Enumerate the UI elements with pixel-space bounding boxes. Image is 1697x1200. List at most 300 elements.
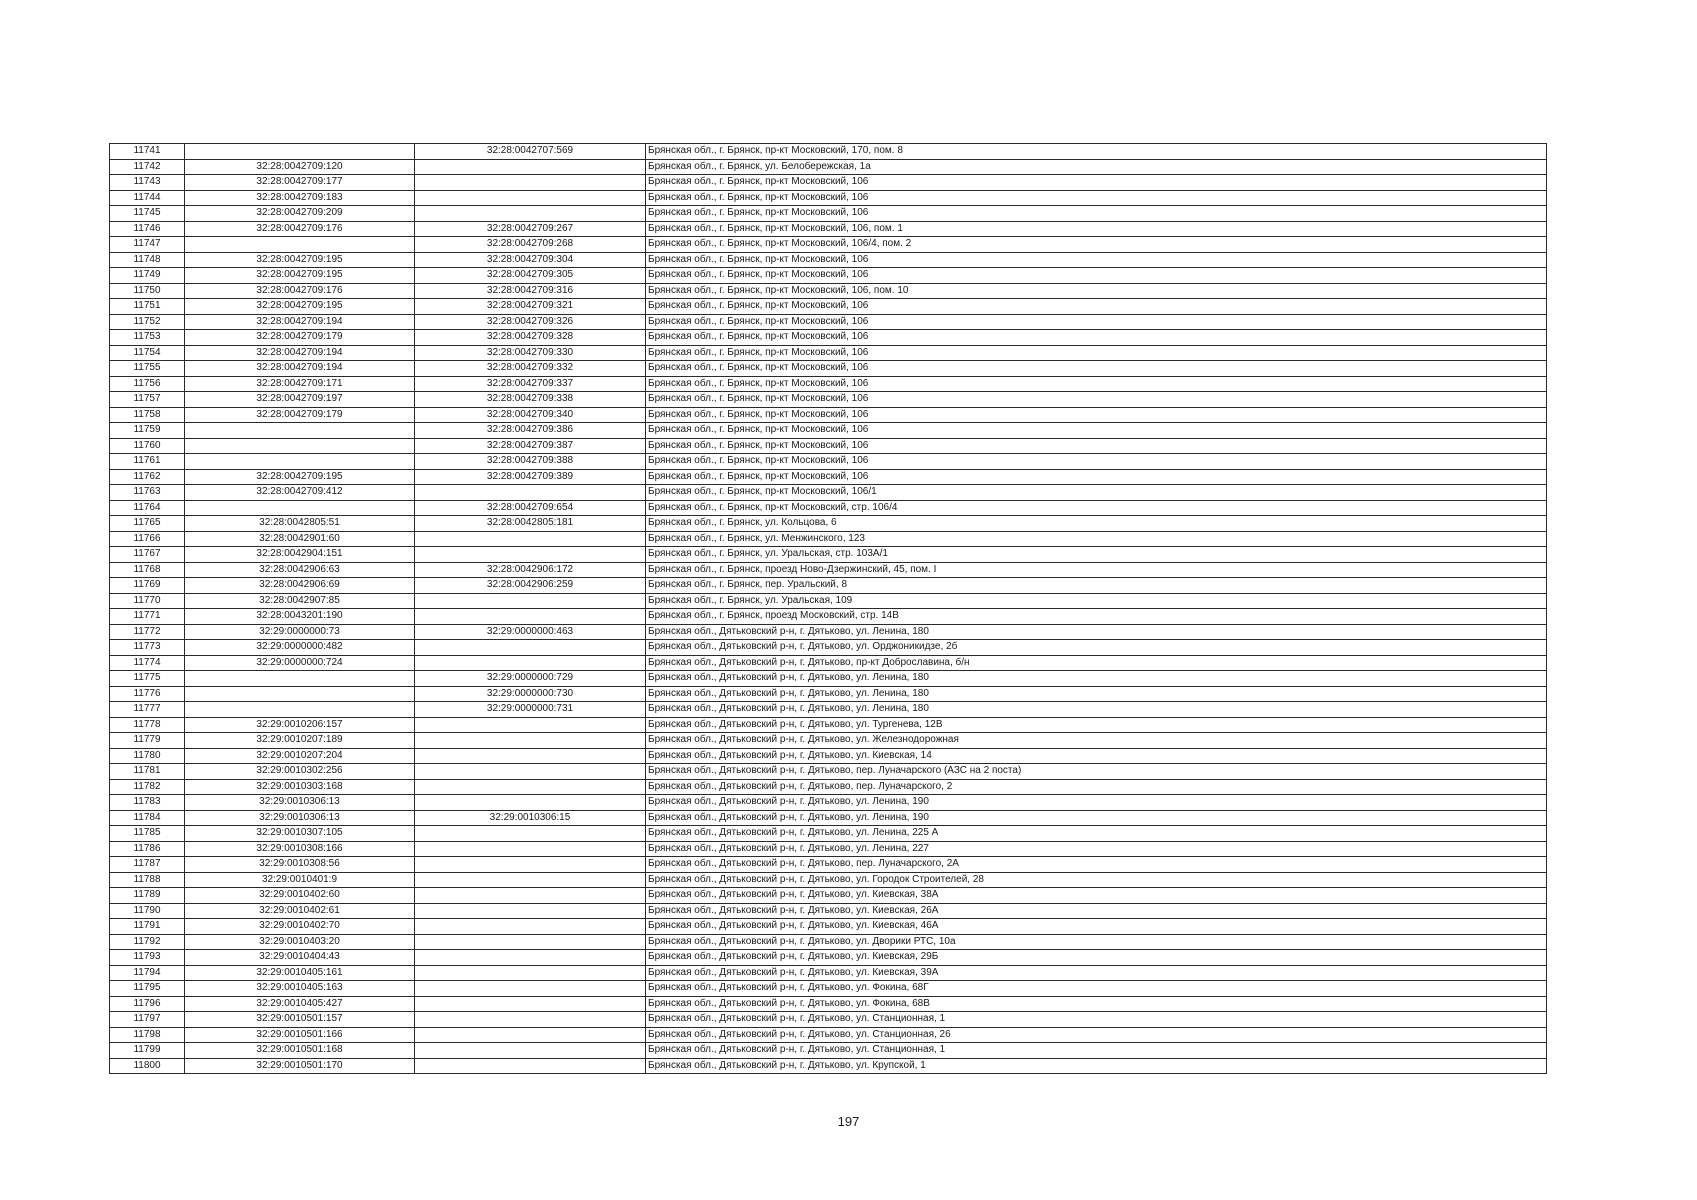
- table-row: [110, 237, 1547, 253]
- object-number-cell: [415, 1058, 646, 1074]
- row-number-cell: 11745: [110, 206, 185, 222]
- address-cell: Брянская обл., г. Брянск, ул. Кольцова, 6: [646, 516, 1547, 532]
- table-body: [110, 144, 1547, 1074]
- row-number-cell: 11755: [110, 361, 185, 377]
- parcel-number-cell: 32:28:0042709:120: [185, 159, 415, 175]
- address-cell: Брянская обл., Дятьковский р-н, г. Дятьково, ул. Киевская, 14: [646, 748, 1547, 764]
- address-cell: Брянская обл., Дятьковский р-н, г. Дятьково, ул. Ленина, 180: [646, 686, 1547, 702]
- table-row: [110, 919, 1547, 935]
- row-number-cell: 11785: [110, 826, 185, 842]
- parcel-number-cell: 32:29:0010402:70: [185, 919, 415, 935]
- row-number-cell: 11763: [110, 485, 185, 501]
- row-number-cell: 11774: [110, 655, 185, 671]
- table-row: [110, 485, 1547, 501]
- address-cell: Брянская обл., г. Брянск, ул. Уральская, стр. 103А/1: [646, 547, 1547, 563]
- table-row: [110, 795, 1547, 811]
- address-cell: Брянская обл., Дятьковский р-н, г. Дятьково, ул. Крупской, 1: [646, 1058, 1547, 1074]
- table-row: [110, 903, 1547, 919]
- address-cell: Брянская обл., г. Брянск, пер. Уральский, 8: [646, 578, 1547, 594]
- object-number-cell: 32:28:0042709:316: [415, 283, 646, 299]
- parcel-number-cell: 32:29:0010306:13: [185, 795, 415, 811]
- object-number-cell: [415, 175, 646, 191]
- table-row: [110, 376, 1547, 392]
- object-number-cell: [415, 934, 646, 950]
- address-cell: Брянская обл., Дятьковский р-н, г. Дятьково, пер. Луначарского, 2А: [646, 857, 1547, 873]
- object-number-cell: 32:28:0042709:338: [415, 392, 646, 408]
- address-cell: Брянская обл., Дятьковский р-н, г. Дятьково, пер. Луначарского, 2: [646, 779, 1547, 795]
- object-number-cell: [415, 950, 646, 966]
- parcel-number-cell: [185, 702, 415, 718]
- object-number-cell: [415, 547, 646, 563]
- row-number-cell: 11746: [110, 221, 185, 237]
- row-number-cell: 11775: [110, 671, 185, 687]
- row-number-cell: 11782: [110, 779, 185, 795]
- table-row: [110, 748, 1547, 764]
- table-row: [110, 252, 1547, 268]
- table-row: [110, 934, 1547, 950]
- parcel-number-cell: 32:28:0042709:209: [185, 206, 415, 222]
- address-cell: Брянская обл., Дятьковский р-н, г. Дятьково, пр-кт Доброславина, б/н: [646, 655, 1547, 671]
- row-number-cell: 11772: [110, 624, 185, 640]
- row-number-cell: 11798: [110, 1027, 185, 1043]
- object-number-cell: 32:28:0042709:304: [415, 252, 646, 268]
- object-number-cell: 32:28:0042709:337: [415, 376, 646, 392]
- table-row: [110, 159, 1547, 175]
- row-number-cell: 11750: [110, 283, 185, 299]
- object-number-cell: 32:28:0042709:268: [415, 237, 646, 253]
- parcel-number-cell: 32:28:0042709:177: [185, 175, 415, 191]
- address-cell: Брянская обл., г. Брянск, пр-кт Московский, 170, пом. 8: [646, 144, 1547, 160]
- table-row: [110, 516, 1547, 532]
- table-row: [110, 299, 1547, 315]
- table-row: [110, 221, 1547, 237]
- row-number-cell: 11769: [110, 578, 185, 594]
- parcel-number-cell: [185, 454, 415, 470]
- row-number-cell: 11766: [110, 531, 185, 547]
- table-row: [110, 733, 1547, 749]
- object-number-cell: 32:28:0042906:172: [415, 562, 646, 578]
- address-cell: Брянская обл., Дятьковский р-н, г. Дятьково, ул. Ленина, 227: [646, 841, 1547, 857]
- address-cell: Брянская обл., Дятьковский р-н, г. Дятьково, ул. Киевская, 38А: [646, 888, 1547, 904]
- parcel-number-cell: 32:28:0042805:51: [185, 516, 415, 532]
- parcel-number-cell: 32:28:0042907:85: [185, 593, 415, 609]
- object-number-cell: [415, 888, 646, 904]
- table-row: [110, 857, 1547, 873]
- object-number-cell: 32:28:0042805:181: [415, 516, 646, 532]
- parcel-number-cell: 32:28:0042709:195: [185, 252, 415, 268]
- address-cell: Брянская обл., Дятьковский р-н, г. Дятьково, ул. Фокина, 68В: [646, 996, 1547, 1012]
- address-cell: Брянская обл., г. Брянск, пр-кт Московский, 106: [646, 438, 1547, 454]
- object-number-cell: [415, 609, 646, 625]
- table-row: [110, 500, 1547, 516]
- address-cell: Брянская обл., Дятьковский р-н, г. Дятьково, ул. Ленина, 190: [646, 810, 1547, 826]
- parcel-number-cell: 32:29:0010302:256: [185, 764, 415, 780]
- address-cell: Брянская обл., Дятьковский р-н, г. Дятьково, ул. Дворики РТС, 10а: [646, 934, 1547, 950]
- address-cell: Брянская обл., Дятьковский р-н, г. Дятьково, ул. Ленина, 180: [646, 624, 1547, 640]
- row-number-cell: 11781: [110, 764, 185, 780]
- table-row: [110, 950, 1547, 966]
- row-number-cell: 11786: [110, 841, 185, 857]
- table-row: [110, 640, 1547, 656]
- object-number-cell: [415, 1027, 646, 1043]
- address-cell: Брянская обл., г. Брянск, пр-кт Московский, 106: [646, 206, 1547, 222]
- object-number-cell: [415, 996, 646, 1012]
- parcel-number-cell: 32:29:0010207:204: [185, 748, 415, 764]
- parcel-number-cell: 32:29:0010405:427: [185, 996, 415, 1012]
- row-number-cell: 11791: [110, 919, 185, 935]
- table-row: [110, 702, 1547, 718]
- object-number-cell: [415, 593, 646, 609]
- row-number-cell: 11743: [110, 175, 185, 191]
- row-number-cell: 11747: [110, 237, 185, 253]
- table-row: [110, 190, 1547, 206]
- object-number-cell: [415, 872, 646, 888]
- row-number-cell: 11754: [110, 345, 185, 361]
- row-number-cell: 11765: [110, 516, 185, 532]
- row-number-cell: 11792: [110, 934, 185, 950]
- object-number-cell: [415, 826, 646, 842]
- address-cell: Брянская обл., Дятьковский р-н, г. Дятьково, ул. Ленина, 180: [646, 671, 1547, 687]
- object-number-cell: 32:28:0042709:332: [415, 361, 646, 377]
- object-number-cell: [415, 965, 646, 981]
- row-number-cell: 11770: [110, 593, 185, 609]
- parcel-number-cell: 32:28:0042709:171: [185, 376, 415, 392]
- row-number-cell: 11764: [110, 500, 185, 516]
- table-row: [110, 283, 1547, 299]
- parcel-number-cell: [185, 671, 415, 687]
- address-cell: Брянская обл., Дятьковский р-н, г. Дятьково, ул. Фокина, 68Г: [646, 981, 1547, 997]
- parcel-number-cell: 32:28:0043201:190: [185, 609, 415, 625]
- table-row: [110, 717, 1547, 733]
- row-number-cell: 11759: [110, 423, 185, 439]
- parcel-number-cell: 32:29:0010501:170: [185, 1058, 415, 1074]
- row-number-cell: 11761: [110, 454, 185, 470]
- address-cell: Брянская обл., Дятьковский р-н, г. Дятьково, ул. Ленина, 180: [646, 702, 1547, 718]
- parcel-number-cell: 32:29:0010501:166: [185, 1027, 415, 1043]
- address-cell: Брянская обл., г. Брянск, проезд Московский, стр. 14В: [646, 609, 1547, 625]
- address-cell: Брянская обл., г. Брянск, пр-кт Московский, 106: [646, 314, 1547, 330]
- object-number-cell: [415, 655, 646, 671]
- address-cell: Брянская обл., Дятьковский р-н, г. Дятьково, пер. Луначарского (АЗС на 2 поста): [646, 764, 1547, 780]
- row-number-cell: 11789: [110, 888, 185, 904]
- parcel-number-cell: [185, 686, 415, 702]
- row-number-cell: 11751: [110, 299, 185, 315]
- table-row: [110, 841, 1547, 857]
- table-row: [110, 454, 1547, 470]
- table-row: [110, 423, 1547, 439]
- parcel-number-cell: 32:28:0042709:195: [185, 299, 415, 315]
- object-number-cell: [415, 857, 646, 873]
- table-row: [110, 686, 1547, 702]
- object-number-cell: 32:28:0042709:321: [415, 299, 646, 315]
- table-row: [110, 609, 1547, 625]
- object-number-cell: 32:28:0042709:386: [415, 423, 646, 439]
- object-number-cell: 32:29:0000000:730: [415, 686, 646, 702]
- cadastral-table: [109, 143, 1547, 1074]
- object-number-cell: 32:28:0042709:388: [415, 454, 646, 470]
- row-number-cell: 11787: [110, 857, 185, 873]
- table-row: [110, 469, 1547, 485]
- parcel-number-cell: [185, 438, 415, 454]
- row-number-cell: 11790: [110, 903, 185, 919]
- address-cell: Брянская обл., г. Брянск, пр-кт Московский, 106: [646, 190, 1547, 206]
- object-number-cell: [415, 485, 646, 501]
- parcel-number-cell: 32:29:0010306:13: [185, 810, 415, 826]
- table-row: [110, 562, 1547, 578]
- table-row: [110, 981, 1547, 997]
- parcel-number-cell: 32:28:0042709:176: [185, 283, 415, 299]
- table-row: [110, 779, 1547, 795]
- table-row: [110, 1027, 1547, 1043]
- object-number-cell: 32:28:0042906:259: [415, 578, 646, 594]
- parcel-number-cell: 32:28:0042709:179: [185, 407, 415, 423]
- object-number-cell: [415, 159, 646, 175]
- table-row: [110, 314, 1547, 330]
- object-number-cell: 32:28:0042709:328: [415, 330, 646, 346]
- table-row: [110, 872, 1547, 888]
- table-row: [110, 764, 1547, 780]
- object-number-cell: 32:28:0042707:569: [415, 144, 646, 160]
- table-row: [110, 361, 1547, 377]
- row-number-cell: 11797: [110, 1012, 185, 1028]
- parcel-number-cell: 32:29:0010207:189: [185, 733, 415, 749]
- object-number-cell: [415, 190, 646, 206]
- parcel-number-cell: 32:29:0010403:20: [185, 934, 415, 950]
- address-cell: Брянская обл., г. Брянск, пр-кт Московский, 106/1: [646, 485, 1547, 501]
- parcel-number-cell: [185, 423, 415, 439]
- row-number-cell: 11767: [110, 547, 185, 563]
- row-number-cell: 11793: [110, 950, 185, 966]
- address-cell: Брянская обл., г. Брянск, пр-кт Московский, 106: [646, 345, 1547, 361]
- table-row: [110, 531, 1547, 547]
- parcel-number-cell: 32:28:0042709:179: [185, 330, 415, 346]
- parcel-number-cell: 32:28:0042709:412: [185, 485, 415, 501]
- address-cell: Брянская обл., Дятьковский р-н, г. Дятьково, ул. Орджоникидзе, 2б: [646, 640, 1547, 656]
- parcel-number-cell: 32:28:0042906:69: [185, 578, 415, 594]
- object-number-cell: [415, 640, 646, 656]
- row-number-cell: 11757: [110, 392, 185, 408]
- address-cell: Брянская обл., Дятьковский р-н, г. Дятьково, ул. Киевская, 39А: [646, 965, 1547, 981]
- object-number-cell: 32:28:0042709:330: [415, 345, 646, 361]
- row-number-cell: 11762: [110, 469, 185, 485]
- row-number-cell: 11783: [110, 795, 185, 811]
- parcel-number-cell: 32:28:0042709:183: [185, 190, 415, 206]
- object-number-cell: [415, 733, 646, 749]
- row-number-cell: 11771: [110, 609, 185, 625]
- object-number-cell: 32:29:0000000:731: [415, 702, 646, 718]
- parcel-number-cell: 32:28:0042901:60: [185, 531, 415, 547]
- address-cell: Брянская обл., Дятьковский р-н, г. Дятьково, ул. Городок Строителей, 28: [646, 872, 1547, 888]
- table-row: [110, 407, 1547, 423]
- parcel-number-cell: 32:29:0010404:43: [185, 950, 415, 966]
- table-row: [110, 1043, 1547, 1059]
- address-cell: Брянская обл., Дятьковский р-н, г. Дятьково, ул. Станционная, 1: [646, 1012, 1547, 1028]
- row-number-cell: 11794: [110, 965, 185, 981]
- object-number-cell: 32:28:0042709:340: [415, 407, 646, 423]
- address-cell: Брянская обл., г. Брянск, пр-кт Московский, 106/4, пом. 2: [646, 237, 1547, 253]
- parcel-number-cell: 32:29:0000000:73: [185, 624, 415, 640]
- address-cell: Брянская обл., г. Брянск, пр-кт Московский, 106: [646, 175, 1547, 191]
- row-number-cell: 11776: [110, 686, 185, 702]
- address-cell: Брянская обл., г. Брянск, ул. Уральская, 109: [646, 593, 1547, 609]
- table-row: [110, 206, 1547, 222]
- address-cell: Брянская обл., г. Брянск, проезд Ново-Дзержинский, 45, пом. I: [646, 562, 1547, 578]
- row-number-cell: 11795: [110, 981, 185, 997]
- object-number-cell: [415, 748, 646, 764]
- parcel-number-cell: 32:29:0010405:163: [185, 981, 415, 997]
- parcel-number-cell: 32:28:0042709:194: [185, 361, 415, 377]
- row-number-cell: 11748: [110, 252, 185, 268]
- parcel-number-cell: 32:29:0010501:157: [185, 1012, 415, 1028]
- table-row: [110, 1058, 1547, 1074]
- object-number-cell: [415, 1043, 646, 1059]
- table-row: [110, 438, 1547, 454]
- address-cell: Брянская обл., Дятьковский р-н, г. Дятьково, ул. Киевская, 46А: [646, 919, 1547, 935]
- parcel-number-cell: 32:28:0042709:176: [185, 221, 415, 237]
- object-number-cell: [415, 779, 646, 795]
- object-number-cell: [415, 981, 646, 997]
- object-number-cell: 32:28:0042709:267: [415, 221, 646, 237]
- address-cell: Брянская обл., Дятьковский р-н, г. Дятьково, ул. Тургенева, 12В: [646, 717, 1547, 733]
- row-number-cell: 11753: [110, 330, 185, 346]
- address-cell: Брянская обл., г. Брянск, пр-кт Московский, стр. 106/4: [646, 500, 1547, 516]
- parcel-number-cell: 32:29:0010401:9: [185, 872, 415, 888]
- parcel-number-cell: 32:28:0042709:194: [185, 314, 415, 330]
- parcel-number-cell: [185, 237, 415, 253]
- object-number-cell: [415, 717, 646, 733]
- parcel-number-cell: 32:29:0000000:724: [185, 655, 415, 671]
- address-cell: Брянская обл., г. Брянск, пр-кт Московский, 106: [646, 299, 1547, 315]
- row-number-cell: 11760: [110, 438, 185, 454]
- parcel-number-cell: 32:29:0010307:105: [185, 826, 415, 842]
- address-cell: Брянская обл., г. Брянск, пр-кт Московский, 106, пом. 10: [646, 283, 1547, 299]
- table-row: [110, 826, 1547, 842]
- address-cell: Брянская обл., г. Брянск, пр-кт Московский, 106: [646, 376, 1547, 392]
- address-cell: Брянская обл., г. Брянск, пр-кт Московский, 106: [646, 252, 1547, 268]
- table-row: [110, 392, 1547, 408]
- table-row: [110, 671, 1547, 687]
- table-row: [110, 330, 1547, 346]
- address-cell: Брянская обл., г. Брянск, пр-кт Московский, 106: [646, 392, 1547, 408]
- parcel-number-cell: 32:29:0010308:56: [185, 857, 415, 873]
- table-row: [110, 888, 1547, 904]
- object-number-cell: [415, 764, 646, 780]
- object-number-cell: [415, 206, 646, 222]
- table-row: [110, 965, 1547, 981]
- object-number-cell: [415, 531, 646, 547]
- parcel-number-cell: 32:28:0042904:151: [185, 547, 415, 563]
- address-cell: Брянская обл., г. Брянск, пр-кт Московский, 106: [646, 469, 1547, 485]
- address-cell: Брянская обл., г. Брянск, пр-кт Московский, 106: [646, 454, 1547, 470]
- parcel-number-cell: 32:28:0042709:197: [185, 392, 415, 408]
- object-number-cell: [415, 1012, 646, 1028]
- object-number-cell: 32:29:0000000:729: [415, 671, 646, 687]
- row-number-cell: 11777: [110, 702, 185, 718]
- parcel-number-cell: 32:29:0010405:161: [185, 965, 415, 981]
- address-cell: Брянская обл., г. Брянск, пр-кт Московский, 106: [646, 407, 1547, 423]
- object-number-cell: 32:28:0042709:326: [415, 314, 646, 330]
- row-number-cell: 11796: [110, 996, 185, 1012]
- row-number-cell: 11784: [110, 810, 185, 826]
- parcel-number-cell: 32:29:0010501:168: [185, 1043, 415, 1059]
- address-cell: Брянская обл., Дятьковский р-н, г. Дятьково, ул. Станционная, 1: [646, 1043, 1547, 1059]
- row-number-cell: 11773: [110, 640, 185, 656]
- address-cell: Брянская обл., г. Брянск, пр-кт Московский, 106: [646, 268, 1547, 284]
- parcel-number-cell: 32:29:0000000:482: [185, 640, 415, 656]
- address-cell: Брянская обл., г. Брянск, ул. Менжинского, 123: [646, 531, 1547, 547]
- table-row: [110, 175, 1547, 191]
- row-number-cell: 11788: [110, 872, 185, 888]
- row-number-cell: 11741: [110, 144, 185, 160]
- row-number-cell: 11778: [110, 717, 185, 733]
- table-row: [110, 144, 1547, 160]
- parcel-number-cell: 32:29:0010402:60: [185, 888, 415, 904]
- object-number-cell: [415, 795, 646, 811]
- row-number-cell: 11779: [110, 733, 185, 749]
- address-cell: Брянская обл., Дятьковский р-н, г. Дятьково, ул. Киевская, 26А: [646, 903, 1547, 919]
- row-number-cell: 11800: [110, 1058, 185, 1074]
- parcel-number-cell: 32:29:0010206:157: [185, 717, 415, 733]
- object-number-cell: [415, 903, 646, 919]
- parcel-number-cell: 32:28:0042709:194: [185, 345, 415, 361]
- table-row: [110, 547, 1547, 563]
- object-number-cell: 32:28:0042709:654: [415, 500, 646, 516]
- parcel-number-cell: 32:29:0010402:61: [185, 903, 415, 919]
- table-row: [110, 996, 1547, 1012]
- address-cell: Брянская обл., Дятьковский р-н, г. Дятьково, ул. Железнодорожная: [646, 733, 1547, 749]
- row-number-cell: 11744: [110, 190, 185, 206]
- address-cell: Брянская обл., г. Брянск, ул. Белобережская, 1а: [646, 159, 1547, 175]
- object-number-cell: [415, 841, 646, 857]
- address-cell: Брянская обл., Дятьковский р-н, г. Дятьково, ул. Ленина, 225 А: [646, 826, 1547, 842]
- row-number-cell: 11756: [110, 376, 185, 392]
- table-row: [110, 655, 1547, 671]
- address-cell: Брянская обл., г. Брянск, пр-кт Московский, 106: [646, 330, 1547, 346]
- table-row: [110, 593, 1547, 609]
- parcel-number-cell: [185, 500, 415, 516]
- parcel-number-cell: 32:28:0042709:195: [185, 268, 415, 284]
- address-cell: Брянская обл., Дятьковский р-н, г. Дятьково, ул. Киевская, 29Б: [646, 950, 1547, 966]
- table-row: [110, 268, 1547, 284]
- address-cell: Брянская обл., Дятьковский р-н, г. Дятьково, ул. Ленина, 190: [646, 795, 1547, 811]
- table-row: [110, 578, 1547, 594]
- object-number-cell: 32:29:0000000:463: [415, 624, 646, 640]
- parcel-number-cell: 32:28:0042906:63: [185, 562, 415, 578]
- row-number-cell: 11752: [110, 314, 185, 330]
- row-number-cell: 11749: [110, 268, 185, 284]
- parcel-number-cell: 32:29:0010303:168: [185, 779, 415, 795]
- row-number-cell: 11758: [110, 407, 185, 423]
- table-row: [110, 345, 1547, 361]
- row-number-cell: 11780: [110, 748, 185, 764]
- address-cell: Брянская обл., г. Брянск, пр-кт Московский, 106: [646, 423, 1547, 439]
- table-row: [110, 624, 1547, 640]
- page-number: 197: [837, 1114, 860, 1129]
- object-number-cell: [415, 919, 646, 935]
- parcel-number-cell: 32:29:0010308:166: [185, 841, 415, 857]
- address-cell: Брянская обл., Дятьковский р-н, г. Дятьково, ул. Станционная, 26: [646, 1027, 1547, 1043]
- row-number-cell: 11742: [110, 159, 185, 175]
- object-number-cell: 32:28:0042709:305: [415, 268, 646, 284]
- parcel-number-cell: [185, 144, 415, 160]
- address-cell: Брянская обл., г. Брянск, пр-кт Московский, 106: [646, 361, 1547, 377]
- object-number-cell: 32:28:0042709:389: [415, 469, 646, 485]
- object-number-cell: 32:29:0010306:15: [415, 810, 646, 826]
- object-number-cell: 32:28:0042709:387: [415, 438, 646, 454]
- parcel-number-cell: 32:28:0042709:195: [185, 469, 415, 485]
- row-number-cell: 11768: [110, 562, 185, 578]
- table-row: [110, 810, 1547, 826]
